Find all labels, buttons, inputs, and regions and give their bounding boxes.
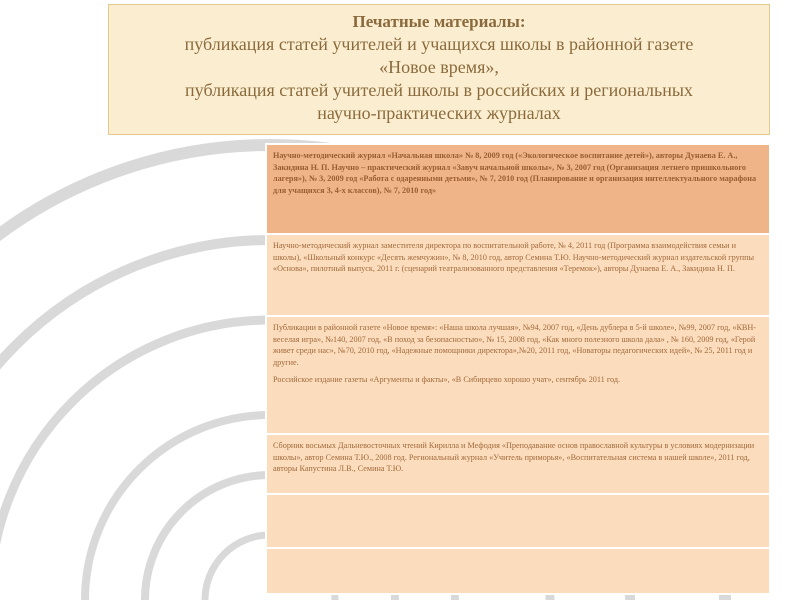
table-row <box>266 144 770 234</box>
publication-text: Научно-методический журнал «Начальная школа» № 8, 2009 год («Экологическое воспитание детей»), авторы Дунаева Е. А., Закидина Н. П. Научно – практический журнал «Завуч начальной школы», № 3, 2007 год (Организация летнего пришкольного лагеря»), № 3, 2009 год «Работа с одаренными детьми», № 7, 2010 год (Планирование и организация интеллектуального марафона для учащихся 3, 4-х классов), № 7, 2010 год» <box>273 151 757 195</box>
title-line-3: публикация статей учителей школы в российских и региональных <box>185 80 693 100</box>
title-box <box>108 4 770 135</box>
table-row <box>266 548 770 594</box>
publication-text: Российское издание газеты «Аргументы и факты», «В Сибирцево хорошо учат», сентябрь 2011 год. <box>273 375 621 384</box>
table-cell <box>266 316 770 434</box>
table-cell <box>266 494 770 548</box>
table-cell <box>266 434 770 494</box>
table-row <box>266 494 770 548</box>
table-row <box>266 316 770 434</box>
table-cell <box>266 234 770 316</box>
page-title: Печатные материалы: <box>352 12 526 31</box>
publication-text: Публикации в районной газете «Новое время»: «Наша школа лучшая», №94, 2007 год, «День дублера в 5-й школе», №99, 2007 год, «КВН-веселая игра», №140, 2007 год, «В поход за безопасностью», № 15, 2008 год, «Как много полезного школа дала» , № 160, 2009 год, «Герой живет среди нас», №70, 2010 год, «Надежные помощники директора»,№20, 2011 год, «Новаторы педагогических идей», № 25, 2011 год и другие. <box>273 323 757 367</box>
table-cell <box>266 548 770 594</box>
table-row <box>266 434 770 494</box>
publication-text: Сборник восьмых Дальневосточных чтений Кирилла и Мефодия «Преподавание основ православной культуры в условиях модернизации школы», автор Семина Т.Ю., 2008 год. Региональный журнал «Учитель приморья», «Воспитательная система в нашей школе», 2011 год, авторы Капустина Л.В., Семина Т.Ю. <box>273 441 755 473</box>
publications-table <box>265 143 771 595</box>
title-line-2: «Новое время», <box>379 57 499 77</box>
table-cell <box>266 144 770 234</box>
table-row <box>266 234 770 316</box>
title-line-4: научно-практических журналах <box>317 103 561 123</box>
title-line-1: публикация статей учителей и учащихся школы в районной газете <box>184 34 694 54</box>
publication-text: Научно-методический журнал заместителя директора по воспитательной работе, № 4, 2011 год (Программа взаимодействия семьи и школы), «Школьный конкурс «Десять жемчужин», № 8, 2010 год, автор Семина Т.Ю. Научно-методический журнал издательской группы «Основа», пилотный выпуск, 2011 г. (сценарий театрализованного представления «Теремок»), авторы Дунаева Е. А., Закидина Н. П. <box>273 241 754 273</box>
